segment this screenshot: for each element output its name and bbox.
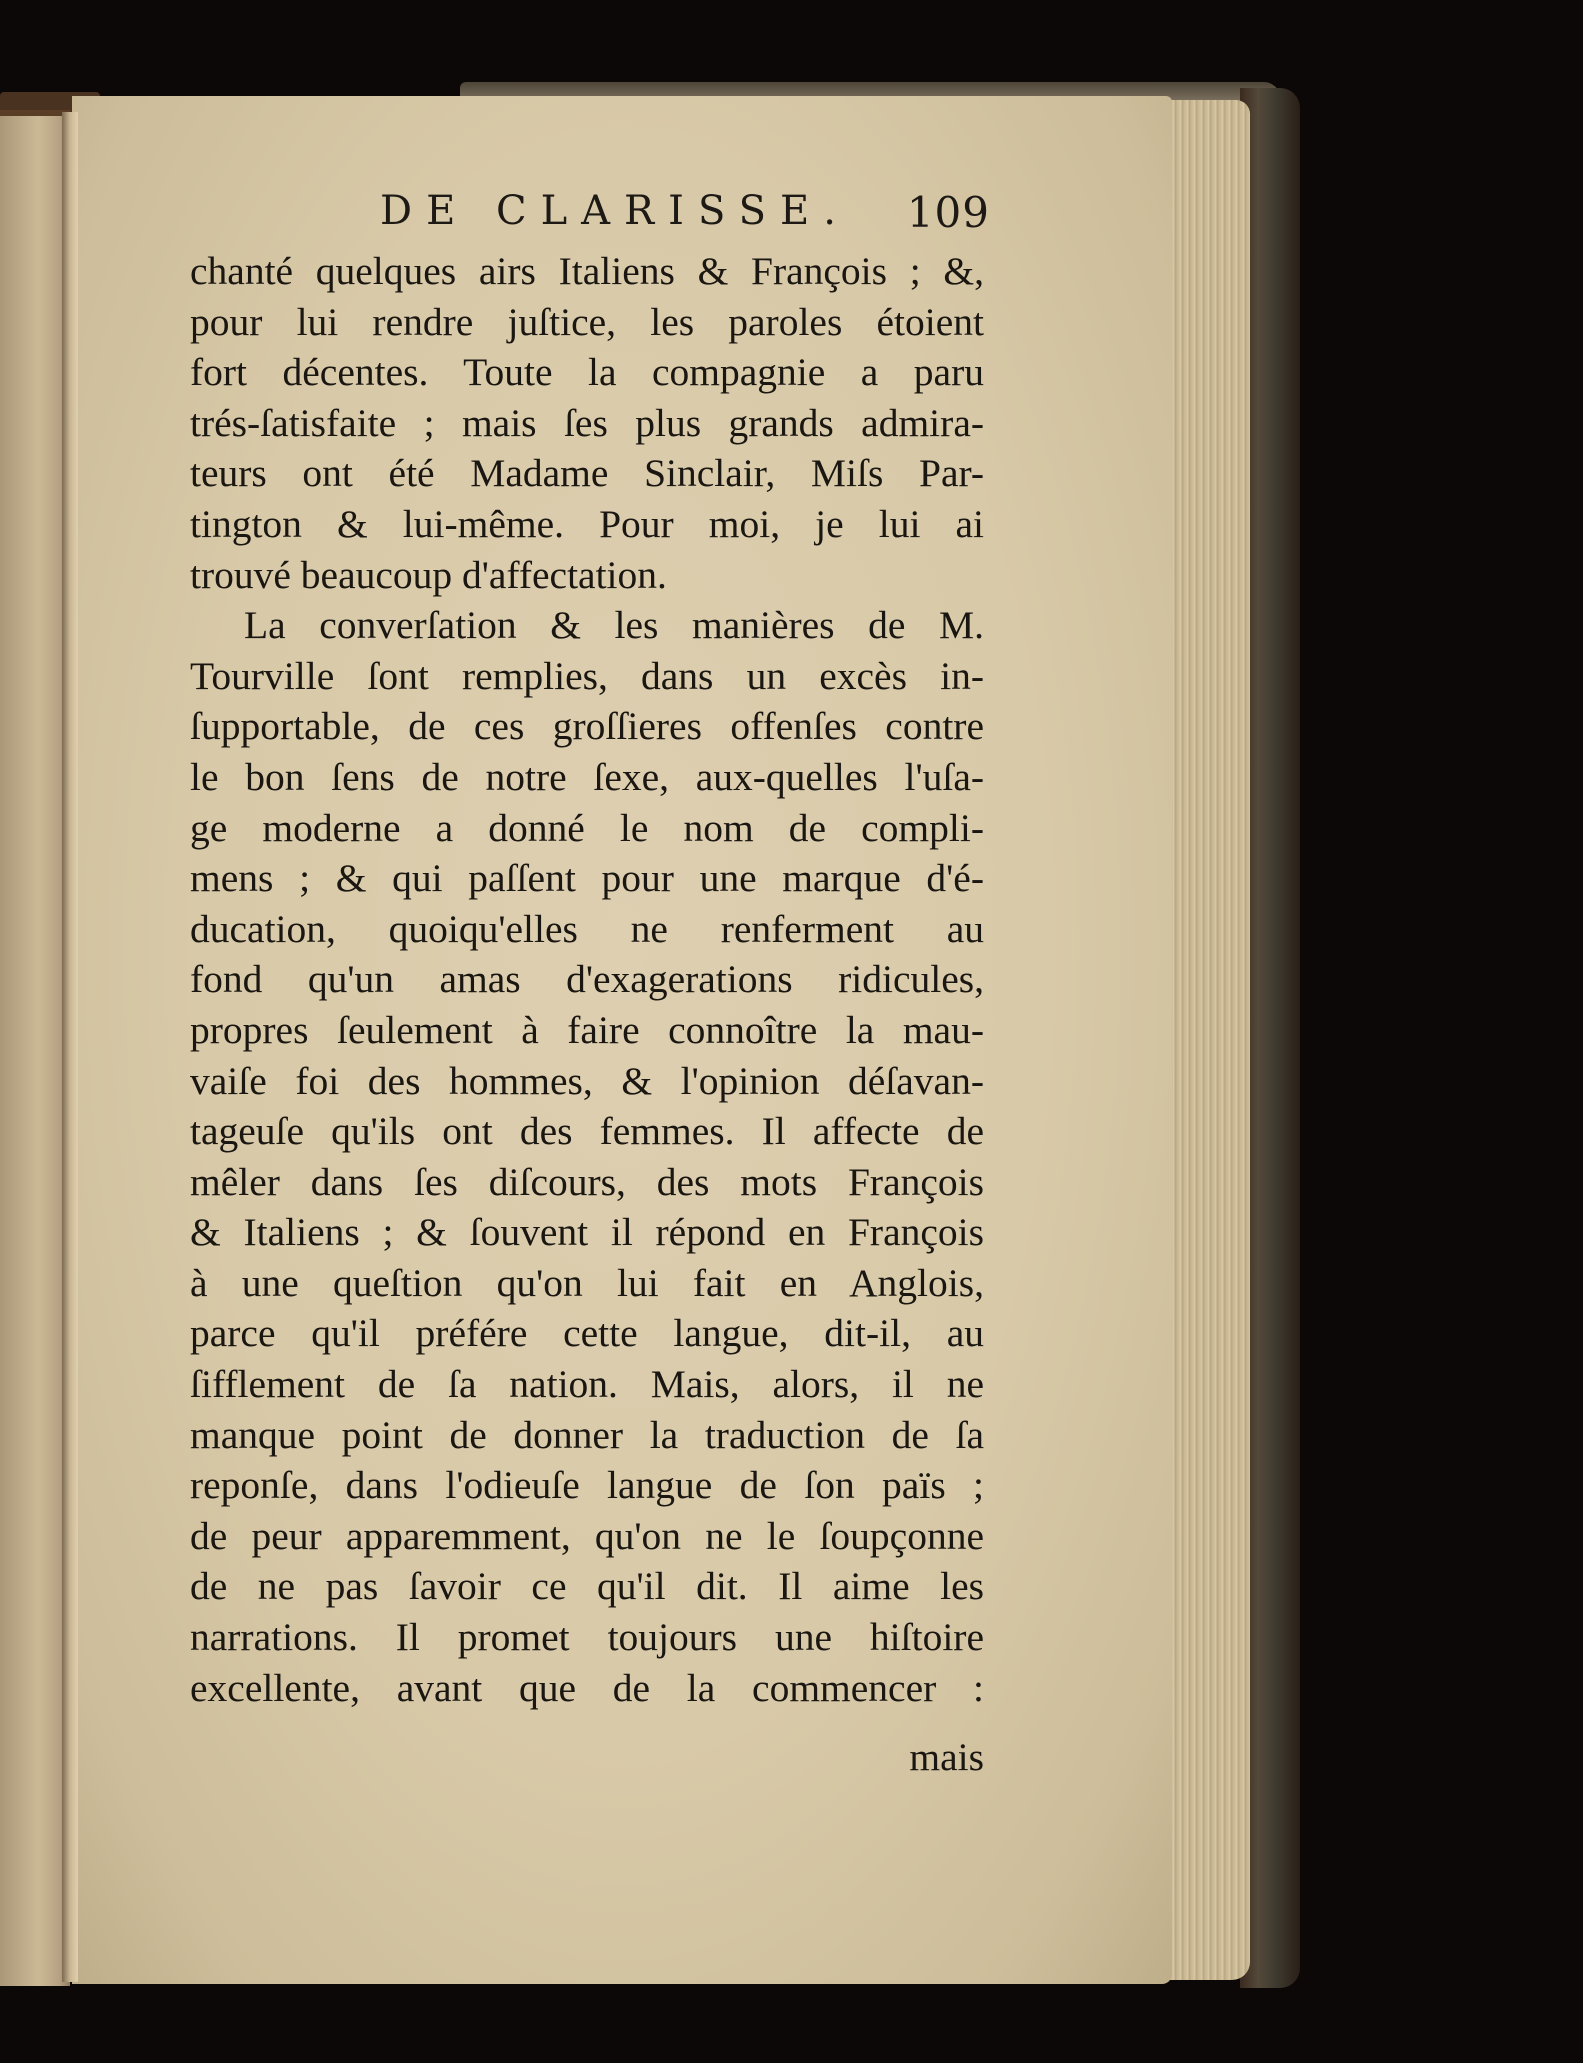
text-line: reponſe, dans l'odieuſe langue de ſon païs ;	[190, 1463, 984, 1508]
text-line: ducation, quoiqu'elles ne renferment au	[190, 906, 984, 951]
page-number: 109	[906, 188, 990, 237]
text-line: à une queſtion qu'on lui fait en Anglois,	[190, 1260, 984, 1305]
running-title: DE CLARISSE.	[380, 188, 850, 234]
text-line: mêler dans ſes diſcours, des mots François	[190, 1159, 984, 1204]
text-line: fort décentes. Toute la compagnie a paru	[190, 350, 984, 395]
text-line: propres ſeulement à faire connoître la mau-	[190, 1007, 984, 1052]
catchword: mais	[909, 1735, 984, 1779]
text-line: ge moderne a donné le nom de compli-	[190, 805, 984, 850]
text-line: de ne pas ſavoir ce qu'il dit. Il aime les	[190, 1564, 984, 1609]
text-line: excellente, avant que de la commencer :	[190, 1665, 984, 1710]
text-line: le bon ſens de notre ſexe, aux-quelles l'uſa-	[190, 754, 984, 799]
text-line: ſupportable, de ces groſſieres offenſes contre	[190, 704, 984, 749]
text-line: & Italiens ; & ſouvent il répond en François	[190, 1210, 984, 1255]
text-line: de peur apparemment, qu'on ne le ſoupçonne	[190, 1513, 984, 1558]
page-gutter	[62, 112, 78, 1982]
text-line: fond qu'un amas d'exagerations ridicules,	[190, 957, 984, 1002]
text-line: La converſation & les manières de M.	[244, 603, 984, 648]
text-line: parce qu'il préfére cette langue, dit-il, au	[190, 1311, 984, 1356]
text-line: pour lui rendre juſtice, les paroles étoient	[190, 299, 984, 344]
text-line: tageuſe qu'ils ont des femmes. Il affecte de	[190, 1109, 984, 1154]
text-line: vaiſe foi des hommes, & l'opinion déſavan-	[190, 1058, 984, 1103]
running-head	[190, 188, 990, 244]
text-line: chanté quelques airs Italiens & François ; &,	[190, 249, 984, 293]
text-line: mens ; & qui paſſent pour une marque d'é-	[190, 856, 984, 901]
text-line: trés-ſatisfaite ; mais ſes plus grands admira-	[190, 400, 984, 445]
text-line: narrations. Il promet toujours une hiſtoire	[190, 1615, 984, 1660]
text-line: manque point de donner la traduction de ſa	[190, 1412, 984, 1457]
catchword-row	[190, 1734, 984, 1786]
facing-page-edge	[0, 110, 70, 1986]
text-line: teurs ont été Madame Sinclair, Miſs Par-	[190, 451, 984, 496]
text-line: trouvé beaucoup d'affectation.	[190, 552, 667, 597]
text-line: Tourville ſont remplies, dans un excès in-	[190, 653, 984, 698]
text-line: ſifflement de ſa nation. Mais, alors, il ne	[190, 1362, 984, 1407]
text-line: tington & lui-même. Pour moi, je lui ai	[190, 501, 984, 546]
body-text	[190, 246, 984, 1713]
